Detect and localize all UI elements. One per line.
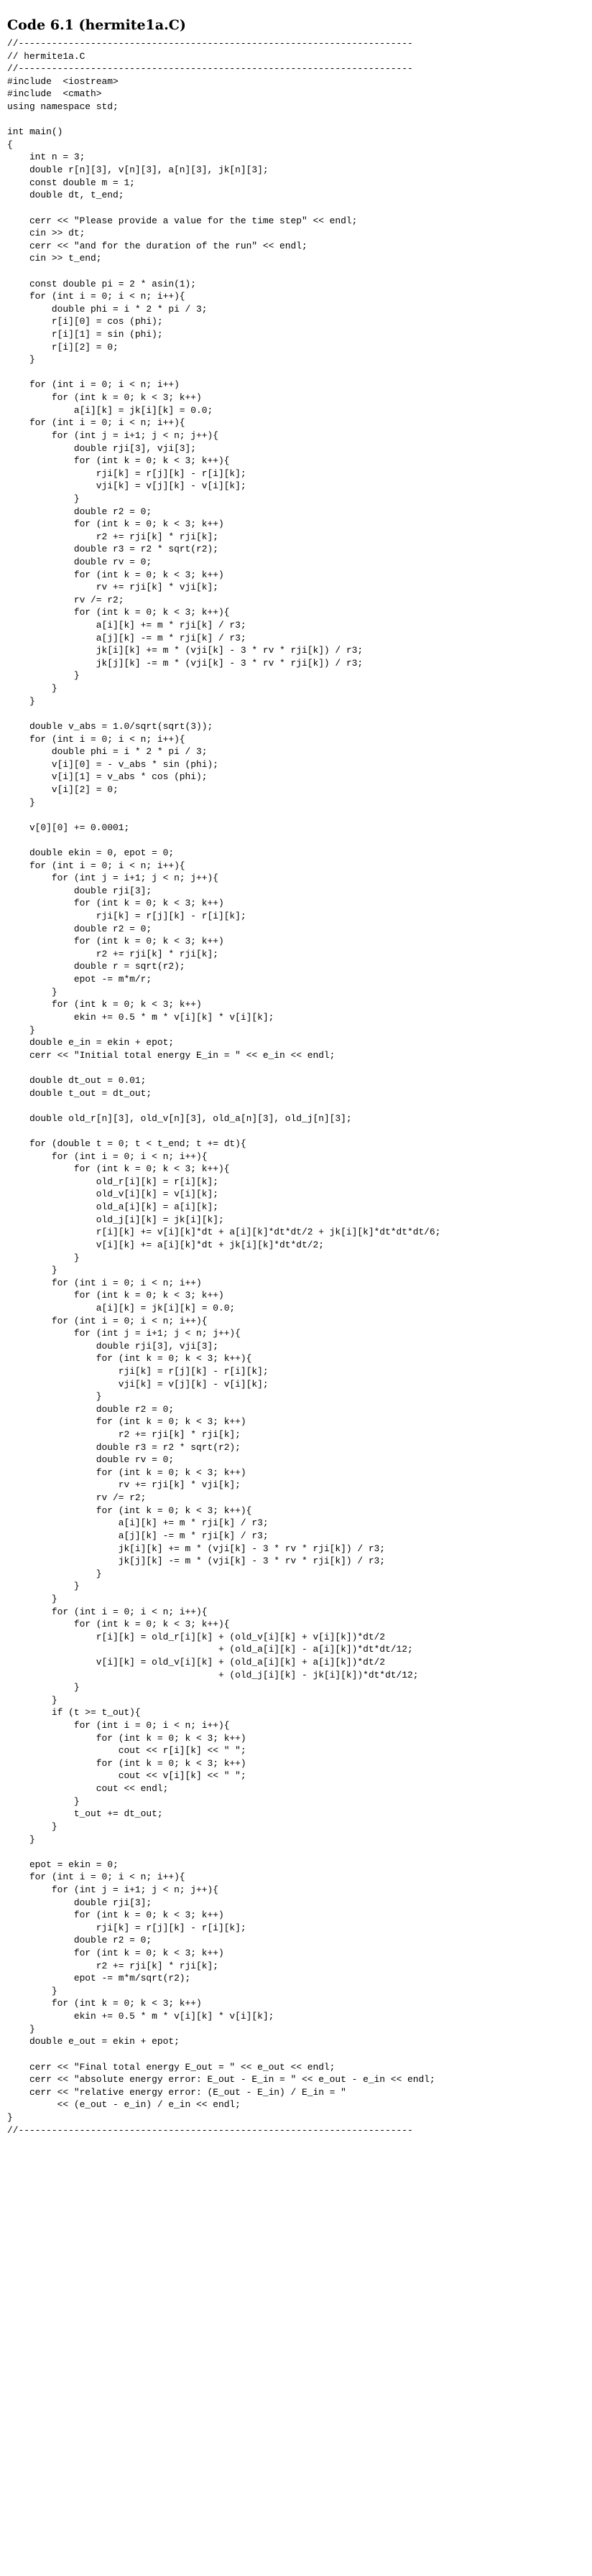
- code-line: jk[i][k] += m * (vji[k] - 3 * rv * rji[k]) / r3;: [7, 1543, 386, 1554]
- code-line: for (int k = 0; k < 3; k++){: [7, 607, 230, 618]
- code-line: [7, 202, 440, 215]
- code-line: r2 += rji[k] * rji[k];: [7, 1429, 241, 1441]
- code-line: // hermite1a.C: [7, 50, 85, 62]
- code-line: << (e_out - e_in) / e_in << endl;: [7, 2099, 241, 2111]
- code-line: //-----------------------------------------------------------------------: [7, 63, 413, 75]
- code-line: cin >> t_end;: [7, 253, 102, 264]
- code-line: rji[k] = r[j][k] - r[i][k];: [7, 1365, 269, 1377]
- code-line: }: [7, 1985, 57, 1996]
- code-line: double e_in = ekin + epot;: [7, 1037, 175, 1048]
- code-line: [7, 113, 440, 126]
- code-caption: [7, 17, 186, 33]
- code-line: for (int i = 0; i < n; i++){: [7, 417, 185, 429]
- code-line: double dt_out = 0.01;: [7, 1074, 147, 1086]
- code-line: for (int j = i+1; j < n; j++){: [7, 1884, 218, 1895]
- code-line: ekin += 0.5 * m * v[i][k] * v[i][k];: [7, 2011, 274, 2022]
- code-line: }: [7, 1833, 35, 1845]
- code-line: v[i][1] = v_abs * cos (phi);: [7, 771, 208, 783]
- code-line: jk[j][k] -= m * (vji[k] - 3 * rv * rji[k]) / r3;: [7, 1556, 386, 1567]
- code-line: for (int k = 0; k < 3; k++): [7, 936, 224, 947]
- code-line: [7, 265, 440, 278]
- code-line: //-----------------------------------------------------------------------: [7, 2124, 413, 2136]
- code-line: }: [7, 1682, 80, 1693]
- code-line: for (int j = i+1; j < n; j++){: [7, 873, 218, 884]
- code-line: vji[k] = v[j][k] - v[i][k];: [7, 1378, 269, 1390]
- code-line: r2 += rji[k] * rji[k];: [7, 1960, 218, 1971]
- code-line: rv /= r2;: [7, 1492, 147, 1504]
- code-line: double rji[3];: [7, 1897, 152, 1908]
- code-line: }: [7, 796, 35, 808]
- code-line: double r2 = 0;: [7, 923, 152, 934]
- code-line: [7, 834, 440, 847]
- code-line: }: [7, 1265, 57, 1276]
- code-line: v[0][0] += 0.0001;: [7, 822, 130, 833]
- code-line: rv /= r2;: [7, 594, 124, 605]
- code-line: old_j[i][k] = jk[i][k];: [7, 1214, 224, 1225]
- code-line: for (int k = 0; k < 3; k++){: [7, 1353, 252, 1364]
- code-line: vji[k] = v[j][k] - v[i][k];: [7, 480, 246, 492]
- code-line: }: [7, 1795, 80, 1807]
- code-line: [7, 707, 440, 720]
- code-line: {: [7, 139, 13, 150]
- code-line: const double pi = 2 * asin(1);: [7, 278, 197, 289]
- code-line: [7, 1099, 440, 1112]
- code-line: epot = ekin = 0;: [7, 1859, 119, 1870]
- code-line: v[i][k] += a[i][k]*dt + jk[i][k]*dt*dt/2;: [7, 1239, 324, 1250]
- code-line: double rji[3];: [7, 885, 152, 896]
- code-line: int n = 3;: [7, 152, 85, 163]
- code-line: #include <cmath>: [7, 88, 102, 100]
- code-line: a[i][k] += m * rji[k] / r3;: [7, 620, 246, 631]
- code-line: for (int k = 0; k < 3; k++): [7, 1910, 224, 1921]
- code-line: + (old_a[i][k] - a[i][k])*dt*dt/12;: [7, 1644, 413, 1655]
- code-line: for (int i = 0; i < n; i++){: [7, 1150, 208, 1162]
- code-line: r[i][k] += v[i][k]*dt + a[i][k]*dt*dt/2 + jk[i][k]*dt*dt*dt/6;: [7, 1227, 441, 1238]
- code-line: cerr << "relative energy error: (E_out - E_in) / E_in = ": [7, 2086, 346, 2098]
- code-line: for (int i = 0; i < n; i++){: [7, 1720, 230, 1731]
- code-line: old_r[i][k] = r[i][k];: [7, 1176, 218, 1187]
- code-line: for (int k = 0; k < 3; k++): [7, 1948, 224, 1959]
- code-line: }: [7, 670, 80, 682]
- code-line: }: [7, 1694, 57, 1706]
- code-line: for (int k = 0; k < 3; k++): [7, 1416, 246, 1428]
- code-line: double r3 = r2 * sqrt(r2);: [7, 544, 218, 555]
- code-line: }: [7, 695, 35, 707]
- code-line: cerr << "absolute energy error: E_out - E_in = " << e_out - e_in << endl;: [7, 2074, 435, 2086]
- code-line: int main(): [7, 126, 63, 138]
- code-line: double r2 = 0;: [7, 1403, 175, 1415]
- code-line: cout << r[i][k] << " ";: [7, 1745, 246, 1757]
- code-line: if (t >= t_out){: [7, 1707, 141, 1719]
- code-line: }: [7, 986, 57, 998]
- code-line: double r[n][3], v[n][3], a[n][3], jk[n][3];: [7, 164, 269, 176]
- code-line: for (int k = 0; k < 3; k++): [7, 392, 202, 404]
- code-line: epot -= m*m/sqrt(r2);: [7, 1973, 191, 1984]
- code-caption-filename: (hermite1a.C): [78, 17, 186, 33]
- code-line: for (int i = 0; i < n; i++){: [7, 1871, 185, 1883]
- code-line: const double m = 1;: [7, 177, 135, 188]
- code-line: r2 += rji[k] * rji[k];: [7, 948, 218, 959]
- code-line: epot -= m*m/r;: [7, 974, 152, 985]
- code-line: //-----------------------------------------------------------------------: [7, 38, 413, 49]
- code-line: for (int k = 0; k < 3; k++): [7, 569, 224, 580]
- code-line: rv += rji[k] * vji[k];: [7, 582, 218, 593]
- code-line: }: [7, 354, 35, 366]
- code-line: r[i][2] = 0;: [7, 341, 119, 353]
- code-line: }: [7, 1024, 35, 1036]
- code-listing: [7, 37, 440, 2136]
- code-line: }: [7, 683, 57, 694]
- code-line: }: [7, 1568, 102, 1579]
- code-line: double t_out = dt_out;: [7, 1087, 152, 1099]
- code-line: [7, 2048, 440, 2061]
- code-line: for (int i = 0; i < n; i++){: [7, 1606, 208, 1617]
- code-line: double dt, t_end;: [7, 190, 124, 201]
- code-line: r[i][k] = old_r[i][k] + (old_v[i][k] + v[i][k])*dt/2: [7, 1631, 386, 1642]
- code-line: for (int j = i+1; j < n; j++){: [7, 1328, 241, 1339]
- code-line: for (int k = 0; k < 3; k++): [7, 1290, 224, 1301]
- code-line: for (int k = 0; k < 3; k++): [7, 898, 224, 909]
- code-line: t_out += dt_out;: [7, 1808, 163, 1820]
- code-line: cerr << "and for the duration of the run" << endl;: [7, 240, 307, 251]
- code-line: rji[k] = r[j][k] - r[i][k];: [7, 911, 246, 922]
- code-line: for (int k = 0; k < 3; k++): [7, 999, 202, 1010]
- code-line: a[j][k] -= m * rji[k] / r3;: [7, 1530, 269, 1541]
- code-line: }: [7, 1593, 57, 1604]
- code-line: cout << v[i][k] << " ";: [7, 1770, 246, 1782]
- code-line: }: [7, 1581, 80, 1592]
- code-line: rji[k] = r[j][k] - r[i][k];: [7, 468, 246, 479]
- code-line: for (int i = 0; i < n; i++){: [7, 860, 185, 871]
- code-line: double rv = 0;: [7, 556, 152, 567]
- code-line: v[i][2] = 0;: [7, 784, 119, 795]
- code-line: ekin += 0.5 * m * v[i][k] * v[i][k];: [7, 1011, 274, 1023]
- code-line: for (int k = 0; k < 3; k++){: [7, 455, 230, 467]
- code-line: double r3 = r2 * sqrt(r2);: [7, 1441, 241, 1453]
- code-line: }: [7, 2111, 13, 2123]
- code-line: a[i][k] += m * rji[k] / r3;: [7, 1517, 269, 1529]
- code-line: double rv = 0;: [7, 1454, 175, 1466]
- code-line: double r2 = 0;: [7, 506, 152, 517]
- code-line: for (int i = 0; i < n; i++){: [7, 1315, 208, 1326]
- code-line: r[i][0] = cos (phi);: [7, 316, 163, 327]
- code-line: a[j][k] -= m * rji[k] / r3;: [7, 632, 246, 643]
- code-line: for (int i = 0; i < n; i++): [7, 379, 180, 391]
- code-line: [7, 1061, 440, 1074]
- code-line: double v_abs = 1.0/sqrt(sqrt(3));: [7, 720, 213, 732]
- code-line: using namespace std;: [7, 101, 119, 113]
- code-line: cerr << "Initial total energy E_in = " << e_in << endl;: [7, 1049, 336, 1061]
- code-line: for (int i = 0; i < n; i++){: [7, 733, 185, 745]
- code-line: cerr << "Please provide a value for the time step" << endl;: [7, 215, 358, 226]
- code-line: double phi = i * 2 * pi / 3;: [7, 746, 208, 758]
- code-line: [7, 1846, 440, 1859]
- code-line: [7, 366, 440, 379]
- code-line: cin >> dt;: [7, 228, 85, 239]
- code-line: double old_r[n][3], old_v[n][3], old_a[n][3], old_j[n][3];: [7, 1112, 352, 1124]
- code-line: old_v[i][k] = v[i][k];: [7, 1189, 218, 1200]
- code-line: for (int k = 0; k < 3; k++): [7, 1757, 246, 1769]
- code-line: a[i][k] = jk[i][k] = 0.0;: [7, 404, 213, 416]
- code-line: double phi = i * 2 * pi / 3;: [7, 303, 208, 315]
- code-line: + (old_j[i][k] - jk[i][k])*dt*dt/12;: [7, 1669, 419, 1680]
- code-line: v[i][k] = old_v[i][k] + (old_a[i][k] + a[i][k])*dt/2: [7, 1657, 386, 1668]
- code-line: for (int k = 0; k < 3; k++): [7, 1466, 246, 1478]
- code-line: r2 += rji[k] * rji[k];: [7, 531, 218, 542]
- code-line: jk[j][k] -= m * (vji[k] - 3 * rv * rji[k]) / r3;: [7, 657, 364, 669]
- code-line: double rji[3], vji[3];: [7, 442, 197, 454]
- code-line: for (int k = 0; k < 3; k++): [7, 519, 224, 530]
- code-line: r[i][1] = sin (phi);: [7, 329, 163, 340]
- code-line: for (int i = 0; i < n; i++){: [7, 291, 185, 302]
- code-line: rji[k] = r[j][k] - r[i][k];: [7, 1922, 246, 1933]
- code-line: for (int j = i+1; j < n; j++){: [7, 429, 218, 441]
- code-line: [7, 809, 440, 822]
- code-line: [7, 1125, 440, 1138]
- code-line: rv += rji[k] * vji[k];: [7, 1479, 241, 1491]
- code-line: for (int k = 0; k < 3; k++): [7, 1998, 202, 2009]
- code-line: for (int k = 0; k < 3; k++){: [7, 1505, 252, 1516]
- code-line: }: [7, 1252, 80, 1263]
- code-line: for (double t = 0; t < t_end; t += dt){: [7, 1138, 246, 1150]
- code-line: }: [7, 1391, 102, 1403]
- code-line: jk[i][k] += m * (vji[k] - 3 * rv * rji[k]) / r3;: [7, 645, 364, 656]
- code-line: #include <iostream>: [7, 75, 119, 87]
- code-line: }: [7, 2023, 35, 2035]
- code-line: for (int k = 0; k < 3; k++){: [7, 1619, 230, 1630]
- code-caption-label: Code 6.1: [7, 17, 74, 33]
- code-line: cerr << "Final total energy E_out = " << e_out << endl;: [7, 2061, 336, 2073]
- code-line: double ekin = 0, epot = 0;: [7, 847, 175, 858]
- code-line: old_a[i][k] = a[i][k];: [7, 1201, 218, 1213]
- code-line: double rji[3], vji[3];: [7, 1340, 218, 1352]
- code-line: }: [7, 1821, 57, 1832]
- code-line: double r = sqrt(r2);: [7, 961, 185, 972]
- code-line: for (int k = 0; k < 3; k++){: [7, 1163, 230, 1175]
- code-line: for (int i = 0; i < n; i++): [7, 1277, 202, 1288]
- code-line: }: [7, 493, 80, 504]
- code-line: cout << endl;: [7, 1783, 169, 1795]
- code-line: for (int k = 0; k < 3; k++): [7, 1732, 246, 1744]
- code-line: double e_out = ekin + epot;: [7, 2036, 180, 2047]
- code-line: v[i][0] = - v_abs * sin (phi);: [7, 758, 218, 770]
- code-line: double r2 = 0;: [7, 1935, 152, 1946]
- code-line: a[i][k] = jk[i][k] = 0.0;: [7, 1302, 236, 1313]
